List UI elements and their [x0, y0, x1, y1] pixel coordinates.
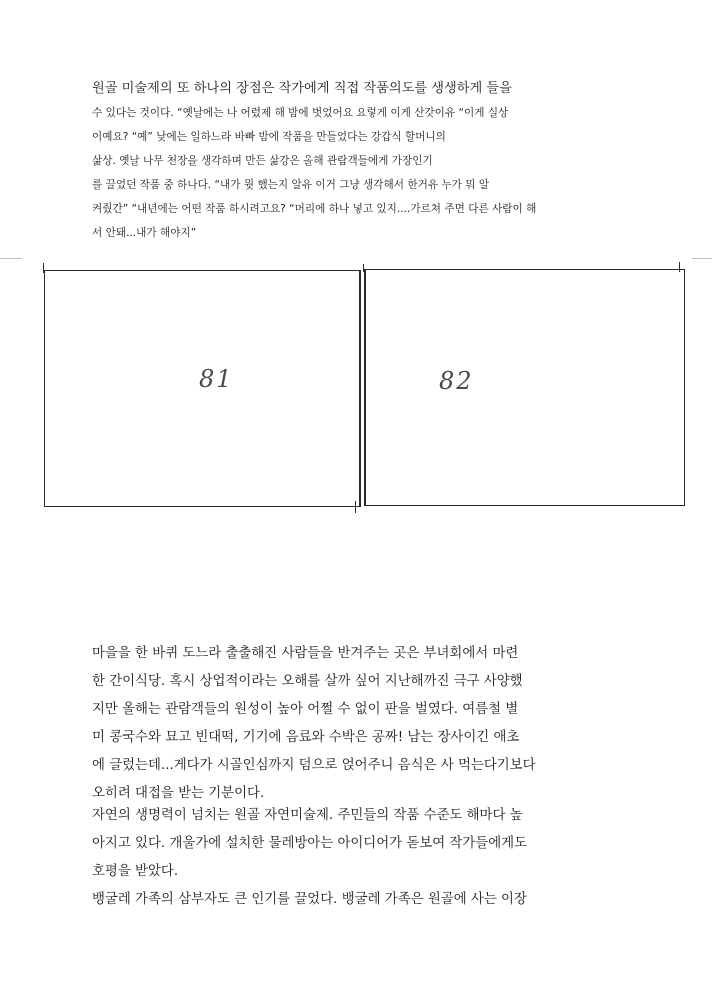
corner-tick — [43, 263, 44, 273]
photo-placeholder-81 — [44, 270, 361, 507]
text-line: 마을을 한 바퀴 도느라 출출해진 사람들을 반겨주는 곳은 부녀회에서 마련 — [92, 646, 519, 661]
photo-number-label: 81 — [199, 365, 234, 393]
text-line: 서 안돼...내가 해야지” — [92, 227, 197, 239]
text-line: 자연의 생명력이 넘치는 원골 자연미술제. 주민들의 작품 수준도 해마다 높 — [92, 808, 523, 823]
text-line: 켜줬간” “내년에는 어떤 작품 하시려고요? “머리에 하나 넣고 있지....가르쳐 주면 다른 사람이 해 — [92, 203, 537, 215]
text-line: 아지고 있다. 개울가에 설치한 물레방아는 아이디어가 돋보여 작가들에게도 — [92, 836, 528, 851]
text-line: 에 글렀는데...게다가 시골인심까지 덤으로 얹어주니 음식은 사 먹는다기보다 — [92, 758, 536, 773]
corner-tick — [363, 264, 364, 272]
scan-edge-mark-right — [692, 258, 712, 259]
text-line: 를 끌었던 작품 중 하나다. “내가 뭣 했는지 알유 이거 그냥 생각해서 한거유 누가 뭐 알 — [92, 179, 490, 191]
text-line: 삶상. 옛날 나무 천장을 생각하며 만든 삶강은 올해 관람객들에게 가장인기 — [92, 155, 433, 167]
text-line: 뱅굴레 가족의 삼부자도 큰 인기를 끌었다. 뱅굴레 가족은 원골에 사는 이장 — [92, 892, 527, 907]
text-line: 한 간이식당. 혹시 상업적이라는 오해를 살까 싶어 지난해까진 극구 사양했 — [92, 674, 523, 689]
text-line: 미 콩국수와 묘고 빈대떡, 기기에 음료와 수박은 공짜! 남는 장사이긴 애초 — [92, 730, 520, 745]
restaurant-paragraph — [92, 640, 632, 808]
scan-edge-mark-left — [0, 258, 22, 259]
corner-tick — [679, 262, 680, 272]
text-line: 지만 올해는 관람객들의 원성이 높아 어쩔 수 없이 판을 벌였다. 여름철 별 — [92, 702, 519, 717]
text-line: 원골 미술제의 또 하나의 장점은 작가에게 직접 작품의도를 생생하게 들을 — [92, 81, 512, 96]
intro-paragraph — [92, 77, 632, 245]
photo-placeholder-82 — [364, 269, 685, 506]
text-line: 오히려 대접을 받는 기분이다. — [92, 786, 265, 801]
text-line: 수 있다는 것이다. “옛날에는 나 어렸제 해 밤에 벗었어요 요렇게 이게 산갓이유 “이게 실상 — [92, 107, 509, 119]
photo-number-label: 82 — [439, 367, 474, 395]
text-line: 호평을 받았다. — [92, 864, 179, 879]
text-line: 이예요? “예” 낮에는 일하느라 바빠 밤에 작품을 만들었다는 강갑식 할머니의 — [92, 131, 446, 143]
closing-paragraph — [92, 802, 632, 914]
corner-tick — [355, 501, 356, 513]
